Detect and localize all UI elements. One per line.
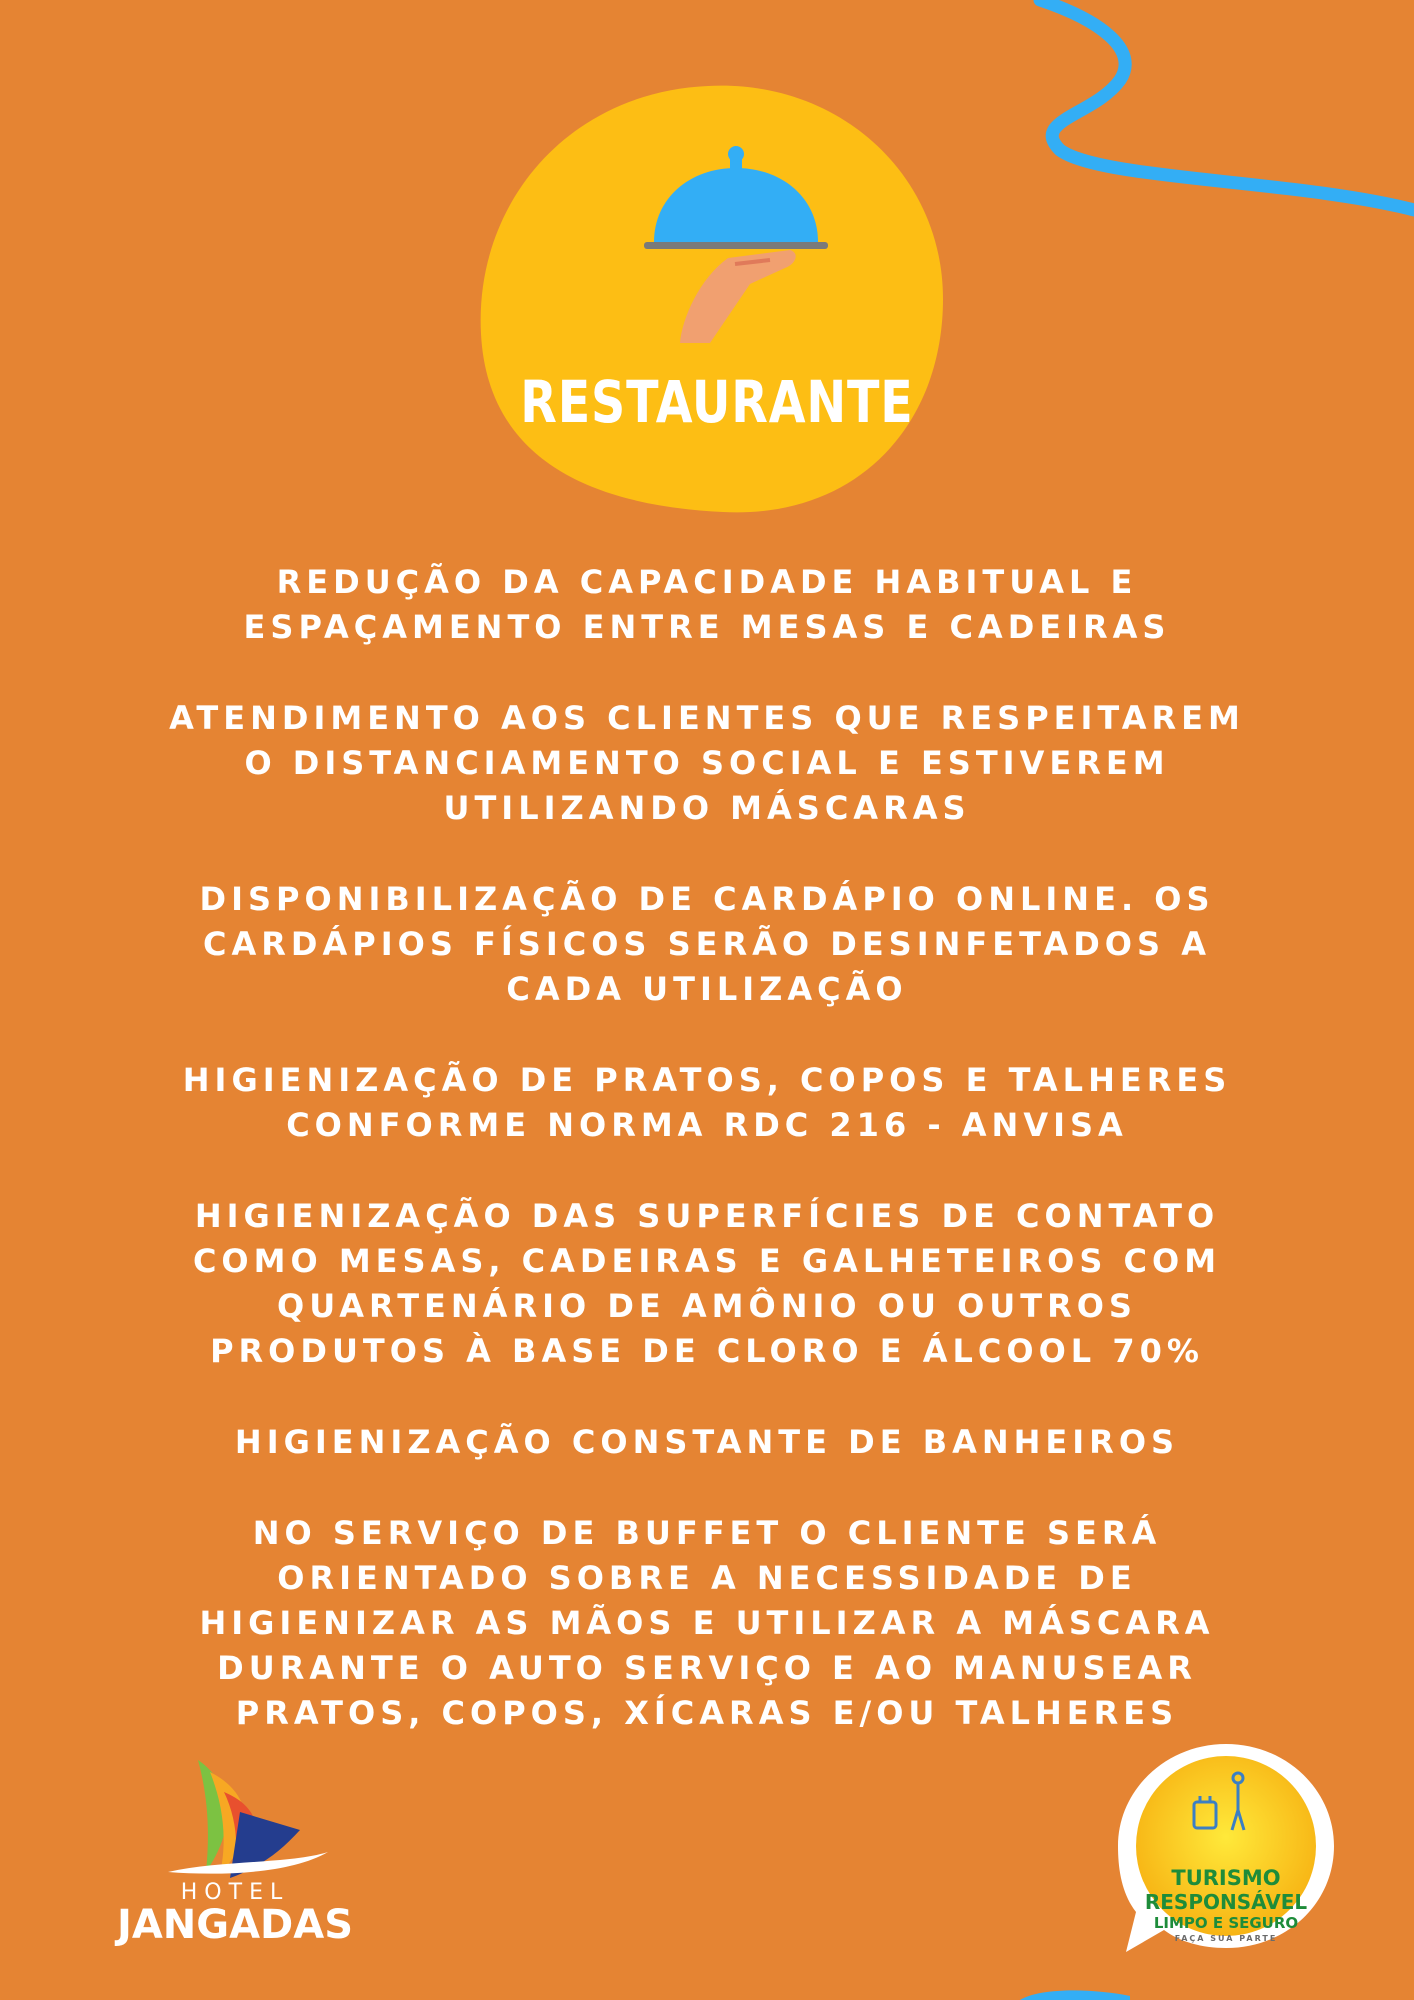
rule-tableware: HIGIENIZAÇÃO DE PRATOS, COPOS E TALHERES CONFORME NORMA RDC 216 - ANVISA xyxy=(182,1061,1232,1144)
rule-bathrooms: HIGIENIZAÇÃO CONSTANTE DE BANHEIROS xyxy=(234,1423,1180,1461)
seal-line-2: RESPONSÁVEL xyxy=(1144,1890,1308,1914)
serving-cloche-icon xyxy=(640,138,840,348)
rules-list xyxy=(150,560,1264,1782)
rule-masks: ATENDIMENTO AOS CLIENTES QUE RESPEITAREM O DISTANCIAMENTO SOCIAL E ESTIVEREM UTILIZANDO MÁSCARAS xyxy=(169,699,1245,827)
seal-line-4: FAÇA SUA PARTE xyxy=(1174,1934,1278,1943)
hotel-logo xyxy=(90,1752,380,1952)
logo-name-text: JANGADAS xyxy=(116,1902,354,1948)
page-title: RESTAURANTE xyxy=(520,368,914,436)
rule-surfaces: HIGIENIZAÇÃO DAS SUPERFÍCIES DE CONTATO COMO MESAS, CADEIRAS E GALHETEIROS COM QUARTENÁRIO DE AMÔNIO OU OUTROS PRODUTOS À BASE DE CLORO E ÁLCOOL 70% xyxy=(192,1197,1222,1370)
turismo-responsavel-seal xyxy=(1112,1740,1340,1958)
bottom-arc-decoration xyxy=(1020,1988,1130,2000)
seal-line-1: TURISMO xyxy=(1171,1866,1281,1890)
seal-line-3: LIMPO E SEGURO xyxy=(1153,1914,1299,1932)
sail-logo-icon xyxy=(90,1752,380,1882)
rule-buffet: NO SERVIÇO DE BUFFET O CLIENTE SERÁ ORIENTADO SOBRE A NECESSIDADE DE HIGIENIZAR AS MÃOS E UTILIZAR A MÁSCARA DURANTE O AUTO SERVIÇO E AO MANUSEAR PRATOS, COPOS, XÍCARAS E/OU TALHERES xyxy=(199,1514,1215,1732)
rule-capacity: REDUÇÃO DA CAPACIDADE HABITUAL E ESPAÇAMENTO ENTRE MESAS E CADEIRAS xyxy=(243,563,1171,646)
rule-menu: DISPONIBILIZAÇÃO DE CARDÁPIO ONLINE. OS CARDÁPIOS FÍSICOS SERÃO DESINFETADOS A CADA UTILIZAÇÃO xyxy=(199,880,1215,1008)
logo-hotel-text: HOTEL xyxy=(180,1880,290,1905)
